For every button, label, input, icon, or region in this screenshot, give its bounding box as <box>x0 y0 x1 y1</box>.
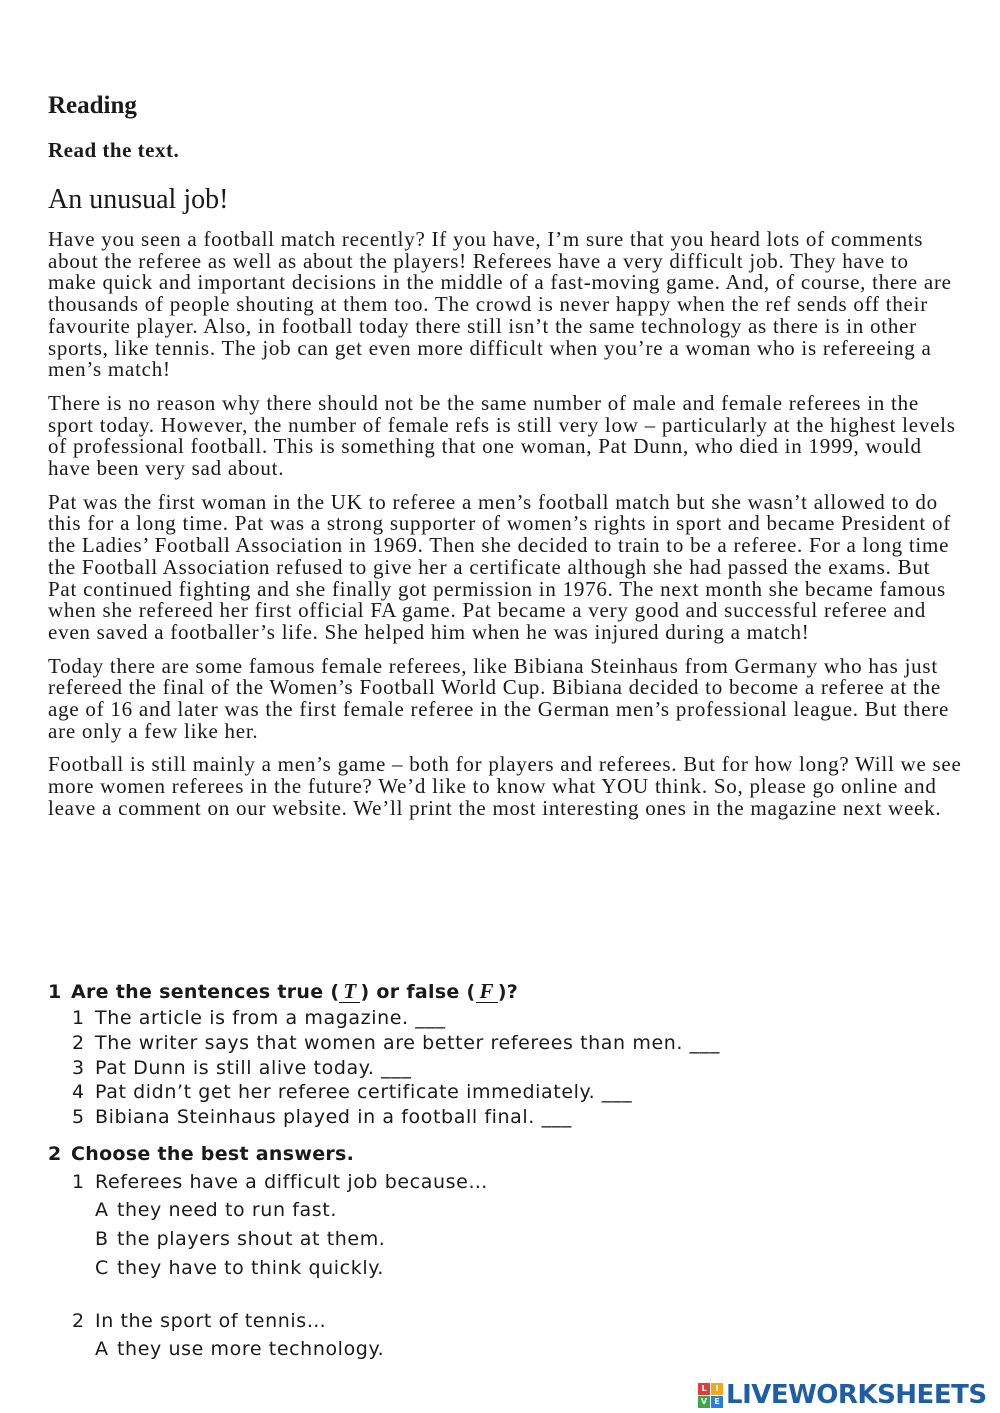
article-paragraph: Football is still mainly a men’s game – both for players and referees. But for how long? Will we see more women referees in the future? We’d like to know what YOU think. So, please go online and leave a comment on our website. We’ll print the most interesting ones in the magazine next week. <box>48 752 962 820</box>
article-paragraph: Have you seen a football match recently? If you have, I’m sure that you heard lots of comments about the referee as well as about the players! Referees have a very difficult job. They have to make quick and important decisions in the middle of a fast-moving game. And, of course, there are thousands of people shouting at them too. The crowd is never happy when the ref sends off their favourite player. Also, in football today there still isn’t the same technology as there is in other sports, like tennis. The job can get even more difficult when you’re a woman who is refereeing a men’s match! <box>48 227 952 382</box>
logo-tile: E <box>711 1396 723 1408</box>
task2-prompt: Choose the best answers. <box>71 1142 355 1165</box>
question-number: 1 <box>72 1170 85 1193</box>
logo-tile: V <box>698 1396 710 1408</box>
article-paragraph: Today there are some famous female referees, like Bibiana Steinhaus from Germany who has just refereed the final of the Women’s Football World Cup. Bibiana decided to become a referee at the age of 16 and later was the first female referee in the German men’s professional league. But there are only a few like her. <box>48 653 950 743</box>
section-heading: Reading <box>48 92 137 119</box>
true-false-item[interactable] <box>72 1056 968 1081</box>
task1-prompt-after: )? <box>497 981 519 1003</box>
false-mark: F <box>476 980 498 1003</box>
answer-option[interactable] <box>72 1196 968 1225</box>
option-text: they use more technology. <box>117 1337 385 1360</box>
item-text: Pat didn’t get her referee certificate immediately. ___ <box>95 1081 633 1104</box>
task2-questions <box>48 1168 968 1364</box>
task1-number: 1 <box>48 981 62 1003</box>
option-text: they need to run fast. <box>117 1198 337 1221</box>
answer-option[interactable] <box>72 1254 968 1283</box>
task2-heading <box>48 1140 968 1168</box>
option-letter: B <box>95 1227 109 1250</box>
item-text: The article is from a magazine. ___ <box>95 1007 446 1029</box>
option-letter: C <box>95 1256 109 1279</box>
item-number: 1 <box>72 1007 85 1029</box>
article-paragraph: There is no reason why there should not be the same number of male and female referees in the sport today. However, the number of female refs is still very low – particularly at the highest levels of professional football. This is something that one woman, Pat Dunn, who died in 1999, would have been very sad about. <box>48 390 956 481</box>
true-false-item[interactable] <box>72 1006 968 1031</box>
liveworksheets-logo <box>698 1381 987 1409</box>
item-text: Pat Dunn is still alive today. ___ <box>95 1056 412 1079</box>
item-text: Bibiana Steinhaus played in a football final. ___ <box>95 1106 572 1129</box>
true-mark: T <box>339 980 360 1003</box>
task1-prompt-middle: ) or false ( <box>360 981 476 1003</box>
item-number: 5 <box>72 1106 85 1129</box>
answer-option[interactable] <box>72 1335 968 1364</box>
answer-option[interactable] <box>72 1225 968 1254</box>
true-false-item[interactable] <box>72 1105 968 1130</box>
article-body <box>48 229 963 832</box>
question-text: Referees have a difficult job because… <box>95 1170 488 1193</box>
true-false-item[interactable] <box>72 1031 968 1056</box>
true-false-item[interactable] <box>72 1080 968 1105</box>
mc-question <box>72 1307 968 1335</box>
task1-items <box>48 1006 968 1130</box>
item-text: The writer says that women are better referees than men. ___ <box>95 1031 720 1054</box>
logo-tile: L <box>698 1383 710 1395</box>
instruction-heading: Read the text. <box>48 138 180 162</box>
exercises <box>48 978 968 1364</box>
article-title: An unusual job! <box>48 184 229 215</box>
item-number: 3 <box>72 1056 85 1079</box>
logo-mark-icon <box>698 1383 723 1408</box>
option-text: they have to think quickly. <box>117 1256 384 1279</box>
mc-question <box>72 1168 968 1196</box>
task1-heading <box>48 978 968 1006</box>
item-number: 2 <box>72 1031 85 1054</box>
option-letter: A <box>95 1198 109 1221</box>
logo-text: LIVEWORKSHEETS <box>726 1380 987 1410</box>
task2-number: 2 <box>48 1142 62 1165</box>
article-paragraph: Pat was the first woman in the UK to referee a men’s football match but she wasn’t allowed to do this for a long time. Pat was a strong supporter of women’s rights in sport and became President of the Ladies’ Football Association in 1969. Then she decided to train to be a referee. For a long time the Football Association refused to give her a certificate although she had passed the exams. But Pat continued fighting and she finally got permission in 1976. The next month she became famous when she refereed her first official FA game. Pat became a very good and successful referee and even saved a footballer’s life. She helped him when he was injured during a match! <box>48 489 952 644</box>
task1-prompt-before: Are the sentences true ( <box>71 981 340 1003</box>
option-letter: A <box>95 1337 109 1360</box>
question-text: In the sport of tennis… <box>95 1309 327 1332</box>
question-number: 2 <box>72 1309 85 1332</box>
item-number: 4 <box>72 1081 85 1104</box>
option-text: the players shout at them. <box>117 1227 386 1250</box>
logo-tile: I <box>711 1383 723 1395</box>
